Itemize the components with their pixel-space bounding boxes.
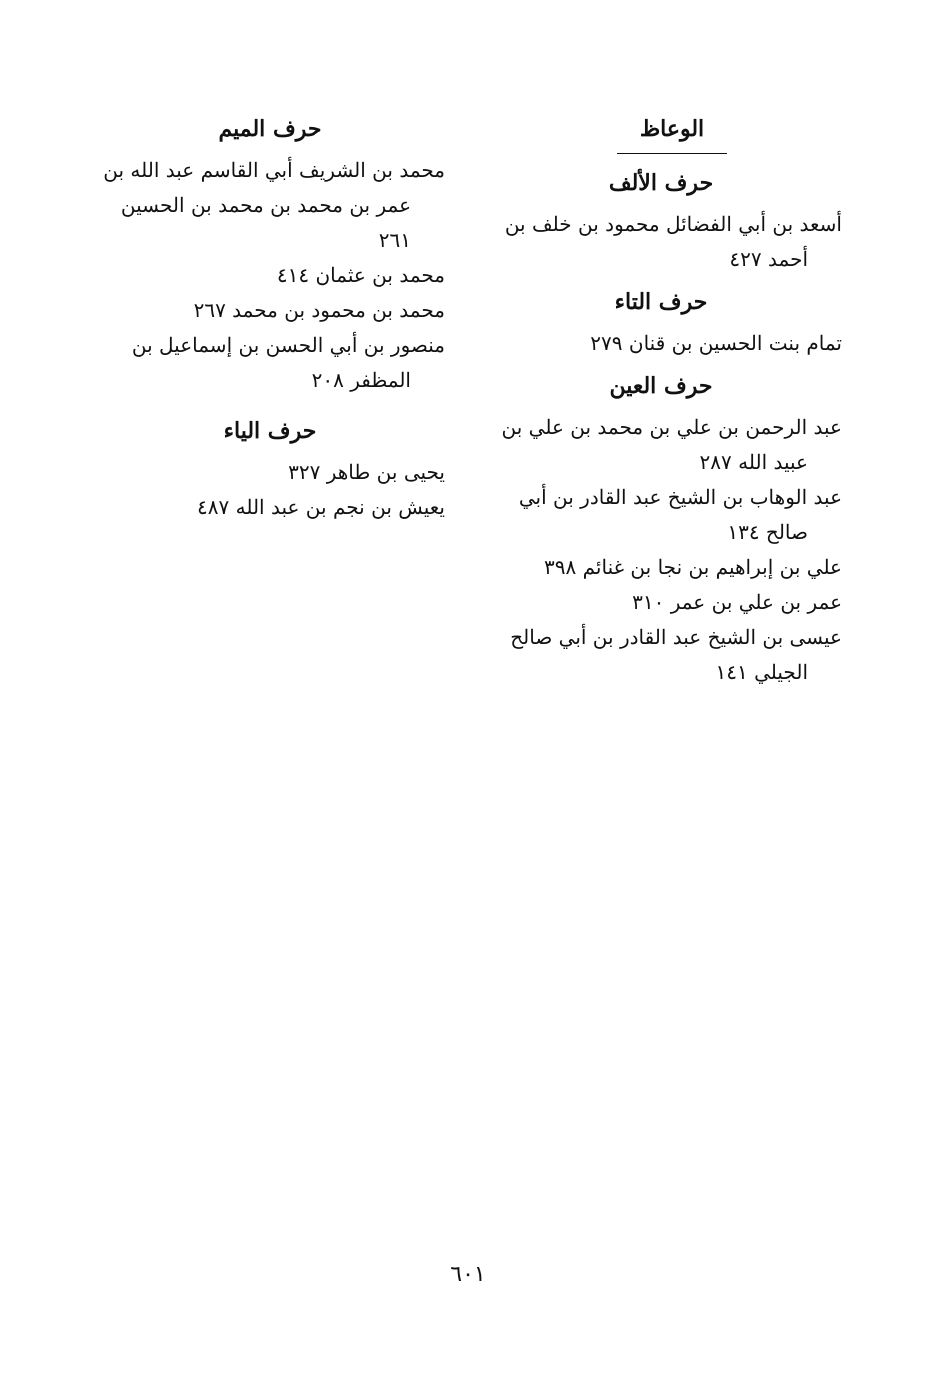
entry-continuation: أحمد ٤٢٧ — [729, 247, 808, 271]
entry-line: عبد الوهاب بن الشيخ عبد القادر بن أبي — [518, 485, 842, 509]
index-entry — [95, 328, 445, 398]
entry-line: تمام بنت الحسين بن قنان ٢٧٩ — [590, 331, 842, 355]
spacer — [95, 398, 445, 414]
entry-continuation: الجيلي ١٤١ — [715, 660, 808, 684]
index-entry — [95, 490, 445, 525]
left-column — [95, 112, 445, 525]
entry-line: محمد بن الشريف أبي القاسم عبد الله بن — [103, 158, 445, 182]
index-entry — [95, 153, 445, 258]
entry-line: منصور بن أبي الحسن بن إسماعيل بن — [131, 333, 445, 357]
entry-line: عيسى بن الشيخ عبد القادر بن أبي صالح — [510, 625, 842, 649]
section-title: الوعاظ — [617, 112, 727, 154]
entry-continuation: المظفر ٢٠٨ — [311, 368, 411, 392]
index-entry — [95, 258, 445, 293]
entry-continuation: صالح ١٣٤ — [727, 520, 808, 544]
entry-line: يحيى بن طاهر ٣٢٧ — [288, 460, 445, 484]
entry-continuation: عمر بن محمد بن محمد بن الحسين ٢٦١ — [120, 193, 411, 252]
entry-line: علي بن إبراهيم بن نجا بن غنائم ٣٩٨ — [544, 555, 842, 579]
index-entry — [480, 410, 842, 480]
page-number: ٦٠١ — [450, 1262, 486, 1287]
letter-heading: حرف الياء — [223, 418, 317, 444]
index-entry — [480, 480, 842, 550]
entry-line: محمد بن محمود بن محمد ٢٦٧ — [193, 298, 445, 322]
index-entry — [480, 550, 842, 585]
index-entry — [95, 293, 445, 328]
entry-line: عبد الرحمن بن علي بن محمد بن علي بن — [501, 415, 842, 439]
letter-heading: حرف الألف — [608, 170, 714, 196]
index-entry — [480, 585, 842, 620]
right-column — [480, 112, 842, 690]
entry-line: أسعد بن أبي الفضائل محمود بن خلف بن — [504, 212, 842, 236]
index-entry — [480, 207, 842, 277]
entry-line: يعيش بن نجم بن عبد الله ٤٨٧ — [197, 495, 445, 519]
letter-heading: حرف التاء — [614, 289, 708, 315]
index-entry — [480, 620, 842, 690]
letter-heading: حرف الميم — [218, 116, 322, 142]
entry-line: عمر بن علي بن عمر ٣١٠ — [632, 590, 842, 614]
index-entry — [480, 326, 842, 361]
entry-line: محمد بن عثمان ٤١٤ — [276, 263, 445, 287]
index-entry — [95, 455, 445, 490]
entry-continuation: عبيد الله ٢٨٧ — [699, 450, 808, 474]
letter-heading: حرف العين — [609, 373, 713, 399]
